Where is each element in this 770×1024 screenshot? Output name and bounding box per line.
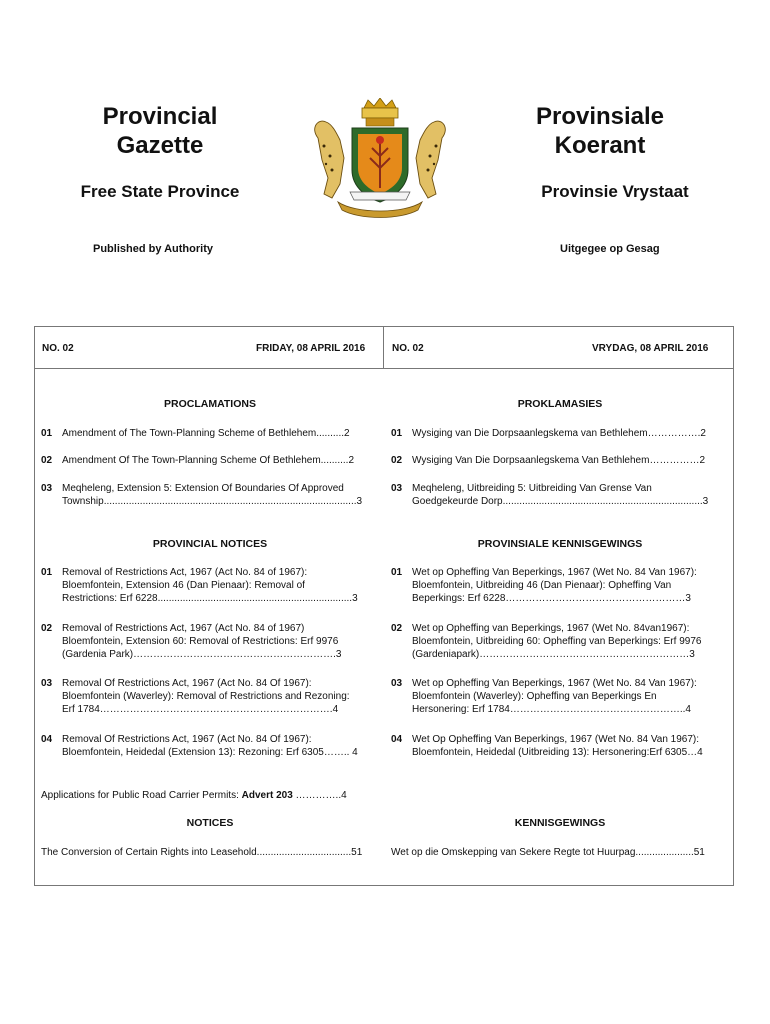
- item-text: Amendment of The Town-Planning Scheme of Bethlehem..........2: [62, 428, 350, 439]
- issue-number-english: NO. 02: [42, 343, 74, 354]
- item-number: 01: [41, 428, 53, 439]
- list-item: [391, 622, 727, 661]
- item-text: Meqheleng, Extension 5: Extension Of Boundaries Of Approved Township...........................................................................................3: [62, 483, 363, 507]
- item-number: 01: [41, 567, 53, 578]
- item-text: Wet op Opheffing Van Beperkings, 1967 (Wet No. 84 Van 1967): Bloemfontein (Waverley): Opheffing van Beperkings En Hersonering: Erf 1784……………………………………………..4: [412, 678, 697, 715]
- list-item: [41, 733, 377, 759]
- list-item: [391, 454, 727, 467]
- header-rule: [34, 368, 734, 369]
- authority-english: Published by Authority: [93, 243, 213, 255]
- item-text: Meqheleng, Uitbreiding 5: Uitbreiding Van Grense Van Goedgekeurde Dorp........................................................................3: [412, 483, 709, 507]
- list-item: [41, 482, 377, 508]
- item-number: 02: [391, 455, 403, 466]
- item-number: 03: [391, 678, 403, 689]
- applications-text: Applications for Public Road Carrier Permits:: [41, 790, 242, 801]
- item-text: Wysiging van Die Dorpsaanlegskema van Bethlehem…………….2: [412, 428, 706, 439]
- list-item: [41, 566, 377, 605]
- list-item: [391, 733, 727, 759]
- item-number: 02: [391, 623, 403, 634]
- conversion-text: The Conversion of Certain Rights into Leasehold..................................51: [41, 847, 363, 858]
- subtitle-english: Free State Province: [80, 182, 240, 201]
- item-number: 01: [391, 567, 403, 578]
- item-text: Removal Of Restrictions Act, 1967 (Act No. 84 Of 1967): Bloemfontein, Heidedal (Extension 13): Rezoning: Erf 6305…….. 4: [62, 734, 358, 758]
- contents-box: [34, 326, 734, 886]
- kennisgewings-heading: KENNISGEWINGS: [514, 817, 606, 829]
- applications-page: …………..4: [292, 790, 347, 801]
- subtitle-afrikaans: Provinsie Vrystaat: [541, 182, 689, 201]
- item-text: Wet op Opheffing Van Beperkings, 1967 (Wet No. 84 Van 1967): Bloemfontein, Uitbreiding 46 (Dan Pienaar): Opheffing Van Beperkings: Erf 6228………………………………………………3: [412, 567, 697, 604]
- header-divider: [383, 326, 384, 368]
- title-afrikaans: Provinsiale Koerant: [535, 103, 665, 159]
- applications-line: [41, 789, 377, 802]
- conversion-line-afrikaans: [391, 846, 727, 859]
- list-item: [41, 677, 377, 716]
- provinsiale-kennisgewings-heading: PROVINSIALE KENNISGEWINGS: [477, 538, 643, 550]
- item-text: Removal of Restrictions Act, 1967 (Act No. 84 of 1967): Bloemfontein, Extension 46 (Dan Pienaar): Removal of Restrictions: Erf 6228......................................................................3: [62, 567, 358, 604]
- list-item: [391, 427, 727, 440]
- item-number: 04: [41, 734, 53, 745]
- list-item: [41, 622, 377, 661]
- item-text: Amendment Of The Town-Planning Scheme Of Bethlehem..........2: [62, 455, 355, 466]
- item-text: Removal Of Restrictions Act, 1967 (Act No. 84 Of 1967): Bloemfontein (Waverley): Removal of Restrictions and Rezoning: Erf 1784…………………………………………………………….4: [62, 678, 350, 715]
- conversion-text-afrikaans: Wet op die Omskepping van Sekere Regte tot Huurpag.....................51: [391, 847, 705, 858]
- list-item: [41, 454, 377, 467]
- applications-advert: Advert 203: [241, 790, 293, 801]
- issue-date-english: FRIDAY, 08 APRIL 2016: [256, 343, 366, 354]
- item-number: 02: [41, 623, 53, 634]
- issue-number-afrikaans: NO. 02: [392, 343, 424, 354]
- list-item: [41, 427, 377, 440]
- item-number: 03: [41, 483, 53, 494]
- item-number: 02: [41, 455, 53, 466]
- conversion-line: [41, 846, 377, 859]
- proklamasies-heading: PROKLAMASIES: [517, 398, 603, 410]
- list-item: [391, 482, 727, 508]
- list-item: [391, 566, 727, 605]
- item-text: Wysiging Van Die Dorpsaanlegskema Van Bethlehem……………2: [412, 455, 706, 466]
- item-number: 03: [41, 678, 53, 689]
- provincial-notices-heading: PROVINCIAL NOTICES: [152, 538, 268, 550]
- authority-afrikaans: Uitgegee op Gesag: [560, 243, 660, 255]
- issue-date-afrikaans: VRYDAG, 08 APRIL 2016: [592, 343, 709, 354]
- item-text: Wet op Opheffing van Beperkings, 1967 (Wet No. 84van1967): Bloemfontein, Uitbreiding 60: Opheffing van Beperkings: Erf 9976 (Gardeniapark)………………………………………………………3: [412, 623, 702, 660]
- item-text: Removal of Restrictions Act, 1967 (Act No. 84 of 1967) Bloemfontein, Extension 60: Removal of Restrictions: Erf 9976 (Gardenia Park)…………………………………………………….3: [62, 623, 342, 660]
- list-item: [391, 677, 727, 716]
- proclamations-heading: PROCLAMATIONS: [164, 398, 256, 410]
- title-english: Provincial Gazette: [102, 103, 218, 159]
- notices-heading: NOTICES: [186, 817, 234, 829]
- item-text: Wet Op Opheffing Van Beperkings, 1967 (Wet No. 84 Van 1967): Bloemfontein, Heidedal (Uitbreiding 13): Hersonering:Erf 6305…4: [412, 734, 703, 758]
- item-number: 03: [391, 483, 403, 494]
- coat-of-arms-logo: [296, 98, 464, 226]
- item-number: 01: [391, 428, 403, 439]
- item-number: 04: [391, 734, 403, 745]
